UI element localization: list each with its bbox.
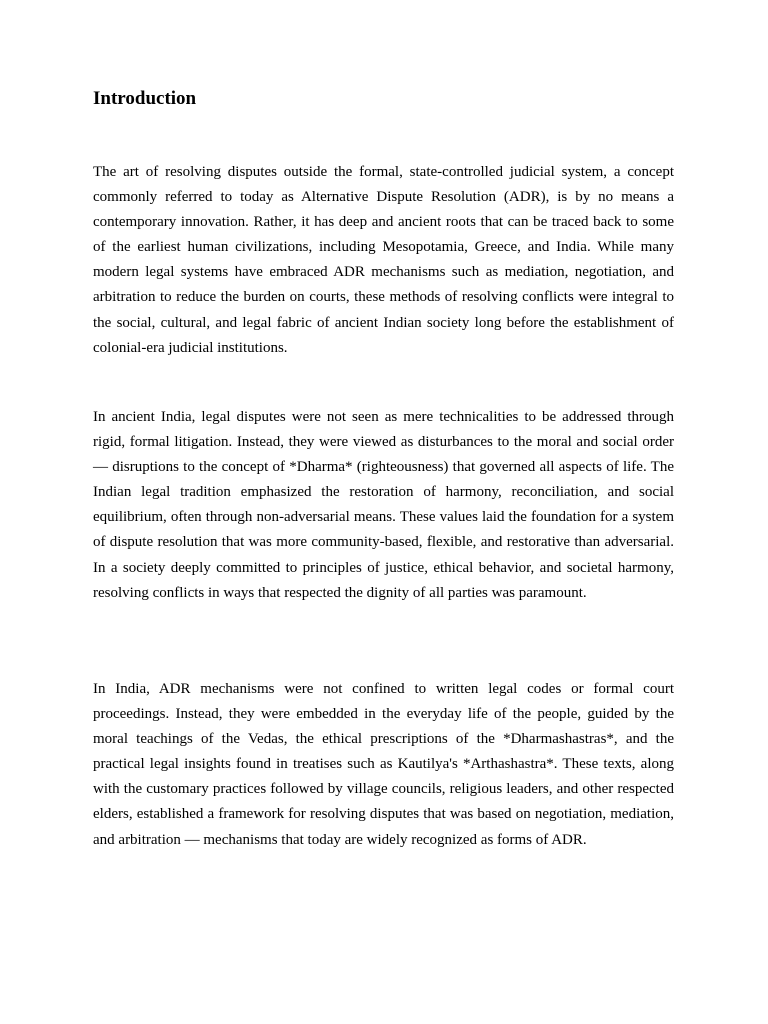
section-heading: Introduction <box>93 88 197 109</box>
paragraph: In ancient India, legal disputes were not seen as mere technicalities to be addressed through rigid, formal litigation. Instead, they were viewed as disturbances to the moral and social order — disruptions to the concept of *Dharma* (righteousness) that governed all aspects of life. The Indian legal tradition emphasized the restoration of harmony, reconciliation, and social equilibrium, often through non-adversarial means. These values laid the foundation for a system of dispute resolution that was more community-based, flexible, and restorative than adversarial. In a society deeply committed to principles of justice, ethical behavior, and societal harmony, resolving conflicts in ways that respected the dignity of all parties was paramount. <box>93 409 674 601</box>
paragraph: The art of resolving disputes outside the formal, state-controlled judicial system, a concept commonly referred to today as Alternative Dispute Resolution (ADR), is by no means a contemporary innovation. Rather, it has deep and ancient roots that can be traced back to some of the earliest human civilizations, including Mesopotamia, Greece, and India. While many modern legal systems have embraced ADR mechanisms such as mediation, negotiation, and arbitration to reduce the burden on courts, these methods of resolving conflicts were integral to the social, cultural, and legal fabric of ancient Indian society long before the establishment of colonial-era judicial institutions. <box>93 164 674 356</box>
paragraph: In India, ADR mechanisms were not confined to written legal codes or formal court proceedings. Instead, they were embedded in the everyday life of the people, guided by the moral teachings of the Vedas, the ethical prescriptions of the *Dharmashastras*, and the practical legal insights found in treatises such as Kautilya's *Arthashastra*. These texts, along with the customary practices followed by village councils, religious leaders, and other respected elders, established a framework for resolving disputes that was based on negotiation, mediation, and arbitration — mechanisms that today are widely recognized as forms of ADR. <box>93 681 674 848</box>
